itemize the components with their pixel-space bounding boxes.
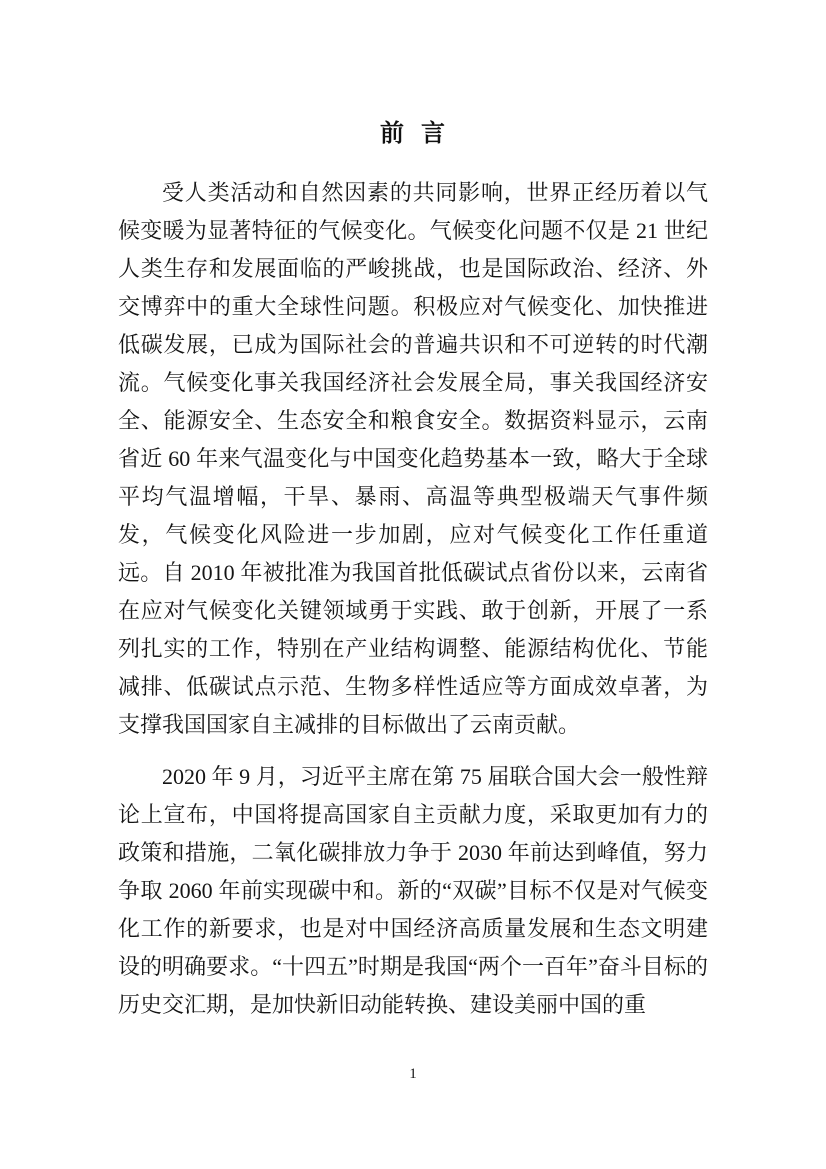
page-title: 前 言 <box>379 120 447 147</box>
preface-paragraph-1: 受人类活动和自然因素的共同影响，世界正经历着以气候变暖为显著特征的气候变化。气候变化问题不仅是 21 世纪人类生存和发展面临的严峻挑战，也是国际政治、经济、外交博弈中的重大全球性问题。积极应对气候变化、加快推进低碳发展，已成为国际社会的普遍共识和不可逆转的时代潮流。气候变化事关我国经济社会发展全局，事关我国经济安全、能源安全、生态安全和粮食安全。数据资料显示，云南省近 60 年来气温变化与中国变化趋势基本一致，略大于全球平均气温增幅，干旱、暴雨、高温等典型极端天气事件频发，气候变化风险进一步加剧，应对气候变化工作任重道远。自 2010 年被批准为我国首批低碳试点省份以来，云南省在应对气候变化关键领域勇于实践、敢于创新，开展了一系列扎实的工作，特别在产业结构调整、能源结构优化、节能减排、低碳试点示范、生物多样性适应等方面成效卓著，为支撑我国国家自主减排的目标做出了云南贡献。 <box>118 180 708 737</box>
page-number: 1 <box>409 1066 417 1082</box>
preface-paragraph-2: 2020 年 9 月，习近平主席在第 75 届联合国大会一般性辩论上宣布，中国将提高国家自主贡献力度，采取更加有力的政策和措施，二氧化碳排放力争于 2030 年前达到峰值，努力争取 2060 年前实现碳中和。新的“双碳”目标不仅是对气候变化工作的新要求，也是对中国经济高质量发展和生态文明建设的明确要求。“十四五”时期是我国“两个一百年”奋斗目标的历史交汇期，是加快新旧动能转换、建设美丽中国的重 <box>118 764 708 1017</box>
page-footer <box>0 1064 826 1084</box>
